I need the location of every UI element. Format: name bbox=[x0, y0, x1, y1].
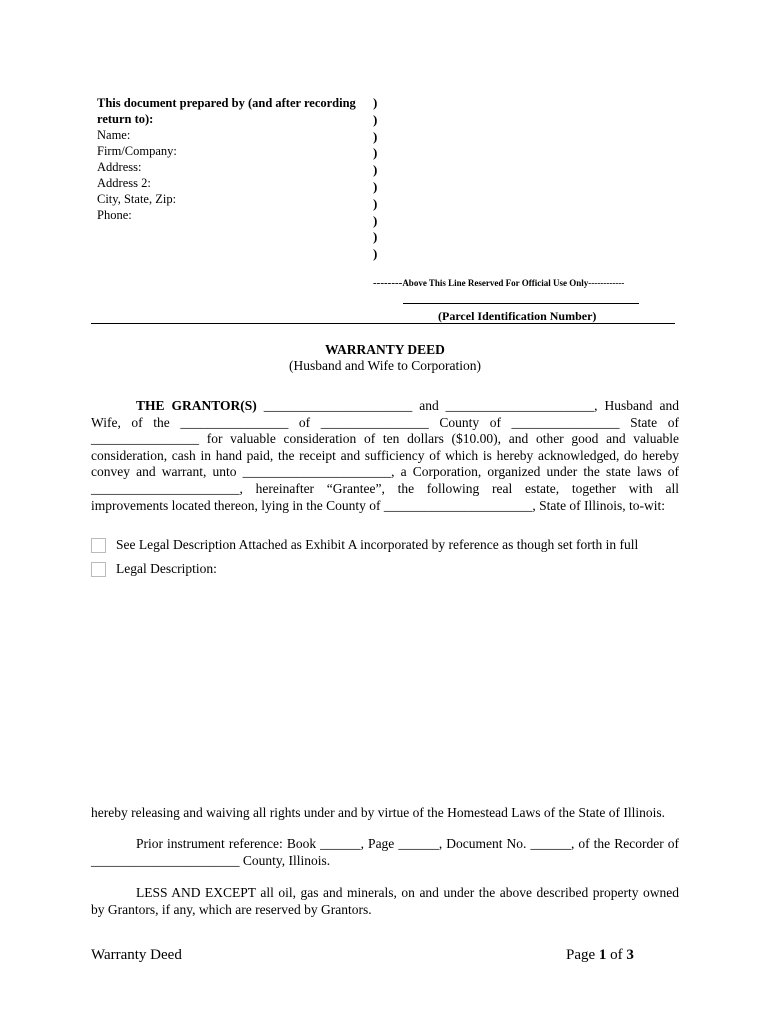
parenthesis: ) bbox=[373, 95, 378, 110]
document-subtitle: (Husband and Wife to Corporation) bbox=[289, 358, 481, 373]
prior-line-1: Prior instrument reference: Book ______, Page ______, Document No. ______, of the Recorder of bbox=[136, 836, 679, 851]
exhibit-option-label: See Legal Description Attached as Exhibit A incorporated by reference as though set forth in full bbox=[116, 537, 639, 552]
parenthesis: ) bbox=[373, 128, 378, 144]
preparer-block bbox=[97, 95, 369, 223]
preparer-heading-line2: return to): bbox=[97, 112, 154, 126]
preparer-firm-label: Firm/Company: bbox=[97, 144, 177, 158]
grantor-label: THE GRANTOR(S) bbox=[136, 398, 257, 413]
preparer-address-label: Address: bbox=[97, 160, 142, 174]
total-pages: 3 bbox=[626, 947, 634, 963]
parenthesis: ) bbox=[373, 178, 378, 194]
legal-description-checkbox[interactable] bbox=[91, 562, 106, 577]
grantor-line-3: ________________ for valuable consideration of ten dollars ($10.00), and other good and valuable bbox=[91, 431, 679, 447]
footer-page-number: Page 1 of 3 bbox=[566, 947, 634, 963]
prior-line-2: ______________________ County, Illinois. bbox=[91, 852, 331, 868]
parcel-number-line bbox=[403, 303, 639, 304]
parenthesis: ) bbox=[373, 212, 378, 228]
exhibit-option[interactable] bbox=[91, 537, 638, 553]
grantor-line-4: consideration, cash in hand paid, the receipt and sufficiency of which is hereby acknowledged, do hereby bbox=[91, 447, 679, 463]
grantor-paragraph bbox=[91, 398, 679, 514]
grantor-line-2: Wife, of the ________________ of ________________ County of ________________ State of bbox=[91, 414, 679, 430]
current-page: 1 bbox=[598, 947, 607, 963]
grantor-line-6: ______________________, hereinafter “Grantee”, the following real estate, together with all bbox=[91, 480, 679, 496]
footer-document-name: Warranty Deed bbox=[91, 947, 182, 963]
less-line-1: LESS AND EXCEPT all oil, gas and minerals, on and under the above described property owned bbox=[136, 885, 679, 900]
prior-instrument-paragraph bbox=[91, 836, 679, 869]
preparer-city-state-zip-label: City, State, Zip: bbox=[97, 192, 177, 206]
preparer-name-label: Name: bbox=[97, 128, 131, 142]
parenthesis: ) bbox=[373, 111, 378, 127]
homestead-text: hereby releasing and waiving all rights under and by virtue of the Homestead Laws of the State of Illinois. bbox=[91, 805, 665, 820]
parcel-number-label: (Parcel Identification Number) bbox=[438, 309, 597, 323]
preparer-phone-label: Phone: bbox=[97, 208, 132, 222]
parenthesis: ) bbox=[373, 229, 378, 245]
parenthesis: ) bbox=[373, 195, 378, 211]
official-use-notice bbox=[373, 277, 624, 289]
parenthesis: ) bbox=[373, 246, 378, 262]
preparer-address2-label: Address 2: bbox=[97, 176, 151, 190]
less-and-except-paragraph bbox=[91, 885, 679, 918]
less-line-2: by Grantors, if any, which are reserved by Grantors. bbox=[91, 901, 372, 917]
official-use-text: Above This Line Reserved For Official Use Only bbox=[402, 278, 589, 288]
grantor-line-7: improvements located thereon, lying in the County of ______________________, State of Illinois, to-wit: bbox=[91, 497, 666, 513]
official-dashes-left: -------- bbox=[373, 277, 403, 289]
parenthesis: ) bbox=[373, 162, 378, 178]
preparer-heading-line1: This document prepared by (and after recording bbox=[97, 96, 356, 110]
legal-description-label: Legal Description: bbox=[116, 561, 217, 576]
official-dashes-right: ------------ bbox=[588, 278, 625, 288]
document-title: WARRANTY DEED bbox=[325, 342, 445, 357]
parenthesis-column bbox=[373, 95, 385, 263]
parenthesis: ) bbox=[373, 145, 378, 161]
legal-description-option[interactable] bbox=[91, 561, 217, 577]
header-divider bbox=[91, 323, 675, 324]
grantor-line-1: THE GRANTOR(S) ______________________ and ______________________, Husband and bbox=[136, 398, 679, 413]
exhibit-checkbox[interactable] bbox=[91, 538, 106, 553]
homestead-paragraph bbox=[91, 805, 679, 822]
grantor-line-5: convey and warrant, unto ______________________, a Corporation, organized under the state laws of bbox=[91, 464, 679, 480]
